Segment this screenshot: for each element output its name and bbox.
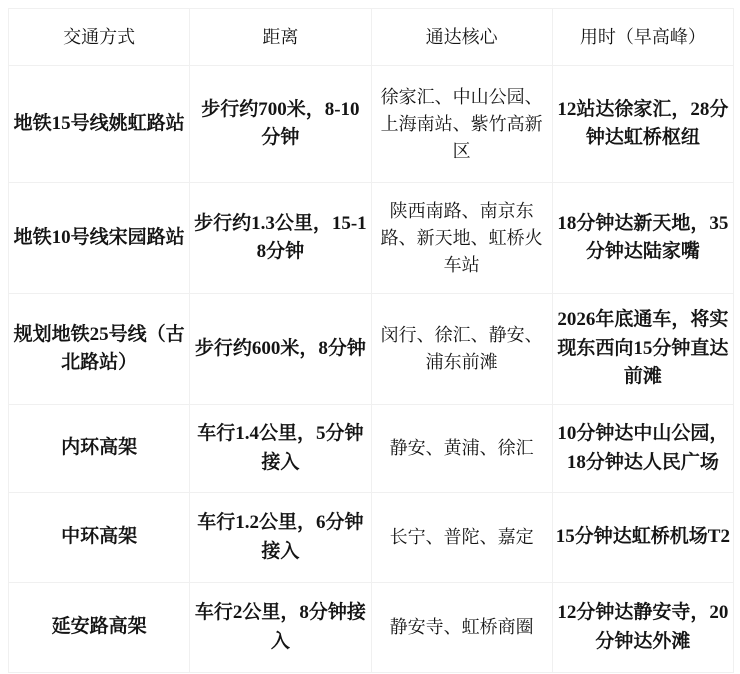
cell-travel-time: 12分钟达静安寺，20分钟达外滩 — [552, 583, 733, 673]
cell-travel-time: 10分钟达中山公园，18分钟达人民广场 — [552, 405, 733, 493]
header-transport-mode: 交通方式 — [9, 9, 190, 66]
cell-hubs: 陕西南路、南京东路、新天地、虹桥火车站 — [371, 183, 552, 294]
table-row — [9, 66, 734, 183]
header-hubs: 通达核心 — [371, 9, 552, 66]
cell-travel-time: 12站达徐家汇，28分钟达虹桥枢纽 — [552, 66, 733, 183]
cell-distance: 车行1.2公里，6分钟接入 — [190, 493, 371, 583]
cell-hubs: 徐家汇、中山公园、上海南站、紫竹高新区 — [371, 66, 552, 183]
header-row — [9, 9, 734, 66]
cell-travel-time: 15分钟达虹桥机场T2 — [552, 493, 733, 583]
header-distance: 距离 — [190, 9, 371, 66]
cell-distance: 步行约1.3公里，15-18分钟 — [190, 183, 371, 294]
cell-transport-mode: 延安路高架 — [9, 583, 190, 673]
cell-hubs: 静安寺、虹桥商圈 — [371, 583, 552, 673]
header-travel-time: 用时（早高峰） — [552, 9, 733, 66]
cell-distance: 车行1.4公里，5分钟接入 — [190, 405, 371, 493]
cell-transport-mode: 地铁10号线宋园路站 — [9, 183, 190, 294]
cell-distance: 步行约600米，8分钟 — [190, 294, 371, 405]
cell-distance: 步行约700米，8-10分钟 — [190, 66, 371, 183]
table-row — [9, 583, 734, 673]
cell-hubs: 长宁、普陀、嘉定 — [371, 493, 552, 583]
table-row — [9, 405, 734, 493]
cell-transport-mode: 地铁15号线姚虹路站 — [9, 66, 190, 183]
cell-travel-time: 2026年底通车，将实现东西向15分钟直达前滩 — [552, 294, 733, 405]
cell-hubs: 静安、黄浦、徐汇 — [371, 405, 552, 493]
cell-transport-mode: 中环高架 — [9, 493, 190, 583]
cell-travel-time: 18分钟达新天地，35分钟达陆家嘴 — [552, 183, 733, 294]
table-row — [9, 183, 734, 294]
cell-distance: 车行2公里，8分钟接入 — [190, 583, 371, 673]
cell-transport-mode: 规划地铁25号线（古北路站） — [9, 294, 190, 405]
transport-comparison-table — [8, 8, 734, 673]
cell-hubs: 闵行、徐汇、静安、浦东前滩 — [371, 294, 552, 405]
table-row — [9, 294, 734, 405]
table-row — [9, 493, 734, 583]
cell-transport-mode: 内环高架 — [9, 405, 190, 493]
